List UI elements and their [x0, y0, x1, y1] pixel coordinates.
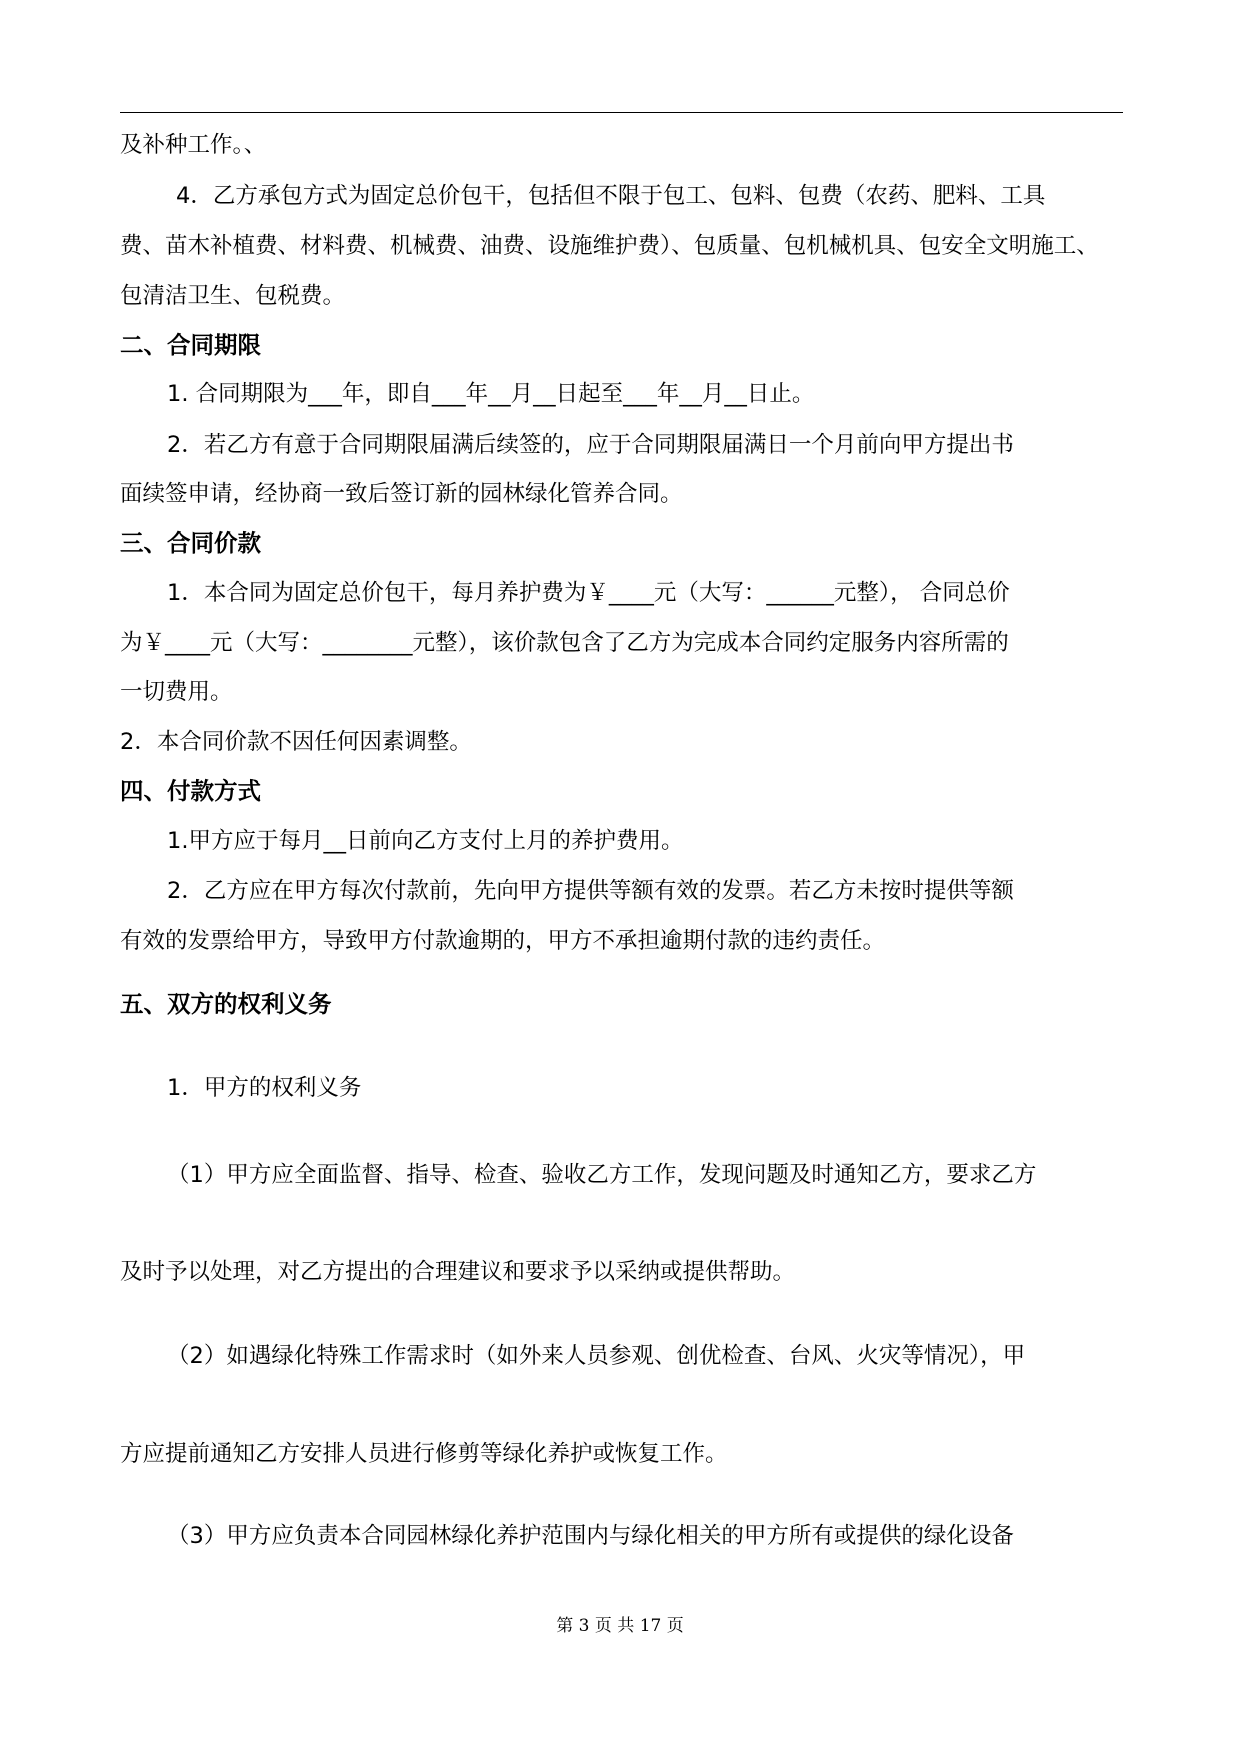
paragraph-line: （2）如遇绿化特殊工作需求时（如外来人员参观、创优检查、台风、火灾等情况），甲 — [167, 1343, 1026, 1369]
paragraph-line: 2．乙方应在甲方每次付款前，先向甲方提供等额有效的发票。若乙方未按时提供等额 — [167, 878, 1014, 904]
paragraph-line: （3）甲方应负责本合同园林绿化养护范围内与绿化相关的甲方所有或提供的绿化设备 — [167, 1523, 1014, 1549]
paragraph-line: 一切费用。 — [120, 679, 233, 705]
paragraph-line: 2．本合同价款不因任何因素调整。 — [120, 729, 472, 755]
paragraph-line: 及时予以处理，对乙方提出的合理建议和要求予以采纳或提供帮助。 — [120, 1259, 796, 1285]
section-heading: 三、合同价款 — [120, 529, 261, 557]
section-heading: 四、付款方式 — [120, 777, 261, 805]
paragraph-line: 1. 合同期限为___年，即自___年__月__日起至___年__月__日止。 — [167, 381, 815, 407]
section-heading: 五、双方的权利义务 — [120, 990, 332, 1018]
paragraph-line: 费、苗木补植费、材料费、机械费、油费、设施维护费）、包质量、包机械机具、包安全文明施工、 — [120, 233, 1099, 259]
page-number: 第 3 页 共 17 页 — [556, 1616, 684, 1636]
paragraph-line: 及补种工作。、 — [120, 132, 267, 158]
section-heading: 二、合同期限 — [120, 331, 261, 359]
paragraph-line: 面续签申请，经协商一致后签订新的园林绿化管养合同。 — [120, 481, 683, 507]
paragraph-line: 1.甲方应于每月__日前向乙方支付上月的养护费用。 — [167, 828, 684, 854]
paragraph-line: 为￥____元（大写：________元整），该价款包含了乙方为完成本合同约定服务内容所需的 — [120, 630, 1009, 656]
paragraph-line: 包清洁卫生、包税费。 — [120, 283, 346, 309]
paragraph-line: 有效的发票给甲方，导致甲方付款逾期的，甲方不承担逾期付款的违约责任。 — [120, 928, 886, 954]
header-rule — [120, 112, 1123, 113]
paragraph-line: （1）甲方应全面监督、指导、检查、验收乙方工作，发现问题及时通知乙方，要求乙方 — [167, 1162, 1037, 1188]
paragraph-line: 方应提前通知乙方安排人员进行修剪等绿化养护或恢复工作。 — [120, 1441, 728, 1467]
paragraph-line: 2．若乙方有意于合同期限届满后续签的，应于合同期限届满日一个月前向甲方提出书 — [167, 432, 1014, 458]
paragraph-line: 1．甲方的权利义务 — [167, 1075, 362, 1101]
paragraph-line: 1．本合同为固定总价包干，每月养护费为￥____元（大写：______元整）， 合同总价 — [167, 580, 1010, 606]
paragraph-line: 4．乙方承包方式为固定总价包干，包括但不限于包工、包料、包费（农药、肥料、工具 — [176, 183, 1046, 209]
